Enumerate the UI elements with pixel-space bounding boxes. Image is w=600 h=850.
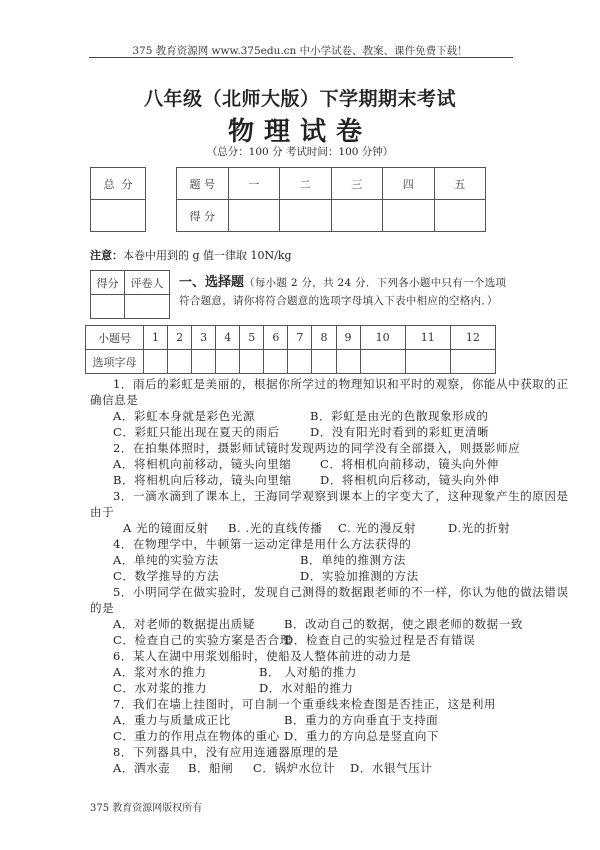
answer-cell[interactable]	[288, 350, 312, 374]
score-table	[176, 167, 486, 232]
question-7-option-b: B．重力的方向垂直于支持面	[284, 713, 439, 727]
exam-meta: （总分：100 分 考试时间：100 分钟）	[206, 146, 394, 158]
question-3-option-b: B. .光的直线传播	[228, 521, 323, 535]
answer-number: 12	[450, 326, 495, 350]
answer-number: 9	[336, 326, 360, 350]
question-4-stem: 4．在物理学中，牛顿第一运动定律是用什么方法获得的	[113, 537, 412, 551]
question-5-option-b: B．改动自己的数据，使之跟老师的数据一致	[284, 617, 523, 631]
question-8-option-b: B．船闸	[188, 761, 234, 775]
question-3-stem: 3．一滴水滴到了课本上，王海同学观察到课本上的字变大了，这种现象产生的原因是	[113, 489, 569, 503]
score-table-header-label: 题 号	[177, 168, 229, 200]
question-4-option-a: A．单纯的实验方法	[113, 553, 219, 567]
answer-cell[interactable]	[144, 350, 168, 374]
question-6-option-c: C．水对浆的推力	[113, 681, 208, 695]
answer-cell[interactable]	[450, 350, 495, 374]
score-table-col-4: 四	[383, 168, 435, 200]
score-table-col-5: 五	[434, 168, 486, 200]
question-4-option-d: D．实验加推测的方法	[300, 569, 419, 583]
answer-number: 3	[192, 326, 216, 350]
grader-name-label: 评卷人	[125, 271, 170, 295]
question-7-option-c: C．重力的作用点在物体的重心	[113, 729, 280, 743]
grader-box	[90, 270, 170, 319]
question-7-option-d: D．重力的方向总是竖直向下	[284, 729, 440, 743]
answer-cell[interactable]	[192, 350, 216, 374]
site-banner: 375 教育资源网 www.375edu.cn 中小学试卷、教案、课件免费下载！	[132, 45, 468, 57]
question-5-option-a: A．对老师的数据提出质疑	[113, 617, 256, 631]
question-6-option-d: D．水对船的推力	[259, 681, 354, 695]
question-1-option-a: A．彩虹本身就是彩色光源	[113, 409, 256, 423]
section-1-heading	[179, 274, 509, 310]
question-6-stem: 6．某人在湖中用浆划船时，使船及人整体前进的动力是	[113, 649, 412, 663]
question-2-option-b: B．将相机向后移动，镜头向里缩	[113, 473, 292, 487]
question-5-stem: 5．小明同学在做实验时，发现自己测得的数据跟老师的不一样，你认为他的做法错误	[113, 585, 569, 599]
answer-table	[85, 325, 496, 374]
question-1-stem: 1．雨后的彩虹是美丽的，根据你所学过的物理知识和平时的观察，你能从中获取的正	[113, 377, 569, 391]
answer-number: 11	[405, 326, 450, 350]
note	[90, 247, 292, 263]
question-5-option-d: D．检查自己的实验过程是否有错误	[284, 633, 476, 647]
question-2-option-d: D．将相机向后移动，镜头向外伸	[320, 473, 500, 487]
grader-name-field[interactable]	[125, 295, 170, 319]
score-table-col-3: 三	[331, 168, 383, 200]
note-text: 本卷中用到的 g 值一律取 10N/kg	[123, 249, 292, 262]
grader-score-label: 得分	[91, 271, 125, 295]
answer-number: 4	[216, 326, 240, 350]
score-cell-2[interactable]	[280, 200, 332, 232]
question-1-option-b: B．彩虹是由光的色散现象形成的	[310, 409, 489, 423]
answer-number: 7	[288, 326, 312, 350]
question-1-option-d: D．没有阳光时看到的彩虹更清晰	[310, 425, 490, 439]
section-1-title: 一、选择题	[179, 275, 245, 290]
answer-number: 6	[264, 326, 288, 350]
answer-cell[interactable]	[336, 350, 360, 374]
total-score-field[interactable]	[91, 200, 146, 232]
question-8-stem: 8．下列器具中，没有应用连通器原理的是	[113, 745, 339, 759]
answer-table-number-label: 小题号	[86, 326, 144, 350]
score-table-row-label: 得 分	[177, 200, 229, 232]
question-1-stem-cont: 确信息是	[90, 393, 139, 407]
question-1-option-c: C．彩虹只能出现在夏天的雨后	[113, 425, 280, 439]
answer-number: 1	[144, 326, 168, 350]
answer-cell[interactable]	[405, 350, 450, 374]
copyright-footer: 375 教育资源网版权所有	[90, 803, 203, 814]
question-8-option-d: D．水银气压计	[350, 761, 433, 775]
question-4-option-b: B．单纯的推测方法	[300, 553, 406, 567]
score-cell-5[interactable]	[434, 200, 486, 232]
score-table-col-2: 二	[280, 168, 332, 200]
exam-title: 八年级（北师大版）下学期期末考试	[143, 88, 456, 110]
question-2-option-c: C．将相机向前移动，镜头向外伸	[320, 457, 499, 471]
total-score-box	[90, 167, 146, 232]
question-3-option-d: D.光的折射	[448, 521, 511, 535]
answer-table-letter-label: 选项字母	[86, 350, 144, 374]
grader-score-field[interactable]	[91, 295, 125, 319]
question-2-stem: 2．在拍集体照时，摄影师试镜时发现两边的同学没有全部摄入，则摄影师应	[113, 441, 521, 455]
question-2-option-a: A．将相机向前移动，镜头向里缩	[113, 457, 292, 471]
question-5-option-c: C．检查自己的实验方案是否合理	[113, 633, 292, 647]
answer-number: 2	[168, 326, 192, 350]
answer-cell[interactable]	[168, 350, 192, 374]
answer-number: 5	[240, 326, 264, 350]
question-3-option-c: C. 光的漫反射	[338, 521, 416, 535]
header-divider	[89, 57, 513, 58]
question-8-option-a: A．洒水壶	[113, 761, 171, 775]
question-3-stem-cont: 由于	[90, 505, 115, 519]
exam-subject: 物理试卷	[227, 117, 372, 147]
answer-cell[interactable]	[240, 350, 264, 374]
answer-cell[interactable]	[312, 350, 336, 374]
answer-number: 10	[360, 326, 405, 350]
total-score-label: 总 分	[91, 168, 146, 200]
score-table-col-1: 一	[228, 168, 280, 200]
question-4-option-c: C．数学推导的方法	[113, 569, 220, 583]
question-8-option-c: C．锅炉水位计	[253, 761, 335, 775]
score-cell-4[interactable]	[383, 200, 435, 232]
question-7-option-a: A．重力与质量成正比	[113, 713, 231, 727]
section-1-description: （每小题 2 分，共 24 分．下列各小题中只有一个选项符合题意，请你将符合题意的选项字母填入下表中相应的空格内．）	[179, 277, 507, 307]
question-7-stem: 7．我们在墙上挂图时，可自制一个重垂线来检查图是否挂正，这是利用	[113, 697, 497, 711]
answer-cell[interactable]	[264, 350, 288, 374]
answer-cell[interactable]	[216, 350, 240, 374]
note-label: 注意：	[90, 249, 123, 262]
answer-number: 8	[312, 326, 336, 350]
score-cell-3[interactable]	[331, 200, 383, 232]
answer-cell[interactable]	[360, 350, 405, 374]
question-6-option-a: A．浆对水的推力	[113, 665, 207, 679]
score-cell-1[interactable]	[228, 200, 280, 232]
question-3-option-a: A 光的镜面反射	[123, 521, 209, 535]
question-5-stem-cont: 的是	[90, 601, 115, 615]
question-6-option-b: B． 人对船的推力	[259, 665, 358, 679]
